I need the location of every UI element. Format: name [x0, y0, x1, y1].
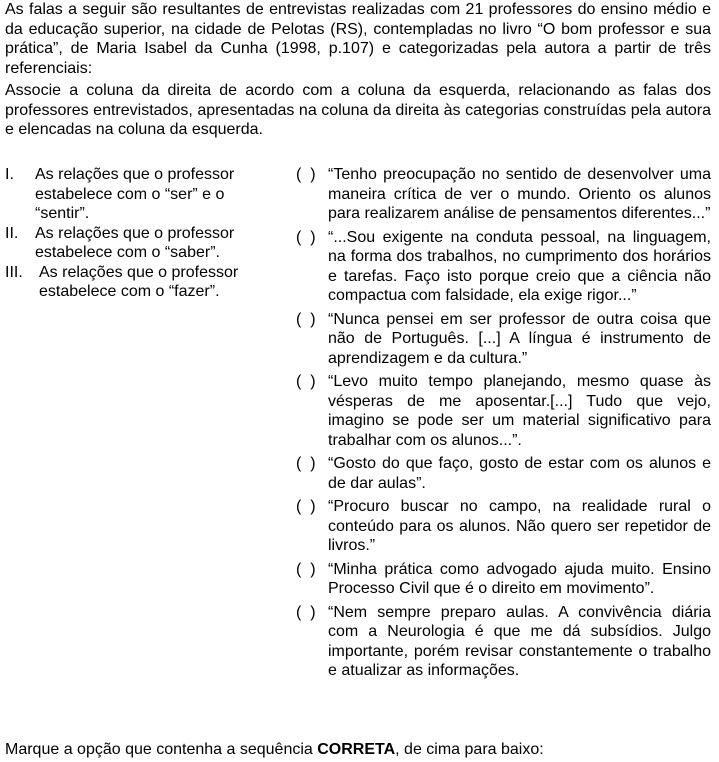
statement-text: “Gosto do que faço, gosto de estar com os alunos e de dar aulas”. — [328, 455, 711, 492]
statement-item — [296, 603, 711, 681]
intro-paragraph: As falas a seguir são resultantes de entrevistas realizadas com 21 professores do ensino médio e da educação superior, na cidade de Pelotas (RS), contempladas no livro “O bom professor e sua prática”, de Maria Isabel da Cunha (1998, p.107) e categorizadas pela autora a partir de três referenciais: — [5, 1, 711, 77]
statement-item — [296, 560, 711, 599]
question-emphasis: CORRETA — [317, 741, 396, 758]
statement-text: “Nem sempre preparo aulas. A convivência diária com a Neurologia é que me dá subsídios. Julgo importante, porém revisar constantemente o trabalho e atualizar as informações. — [328, 603, 711, 679]
answer-blank: ( ) — [296, 560, 316, 578]
question-suffix: , de cima para baixo: — [395, 741, 544, 758]
statement-item — [296, 228, 711, 306]
category-text: As relações que o professor estabelece com o “saber”. — [35, 224, 235, 261]
category-number: I. — [5, 166, 14, 183]
statement-item — [296, 165, 711, 224]
answer-blank: ( ) — [296, 498, 316, 515]
statement-text: “Minha prática como advogado ajuda muito. Ensino Processo Civil que é o direito em movimento”. — [328, 560, 711, 597]
answer-blank: ( ) — [296, 373, 316, 390]
statement-text: “Tenho preocupação no sentido de desenvolver uma maneira crítica de ver o mundo. Oriento os alunos para realizarem análise de pensamentos diferentes...” — [328, 166, 711, 222]
question-prefix: Marque a opção que contenha a sequência — [5, 741, 318, 758]
statement-text: “Levo muito tempo planejando, mesmo quase às vésperas de me aposentar.[...] Tudo que vejo, imagino se pode ser um material significativo para trabalhar com os alunos...”. — [328, 373, 711, 449]
category-item — [5, 165, 255, 224]
answer-blank: ( ) — [296, 228, 316, 246]
category-number: II. — [5, 224, 19, 242]
category-number: III. — [5, 263, 23, 281]
statement-text: “...Sou exigente na conduta pessoal, na linguagem, na forma dos trabalhos, no cumprimento dos horários e tarefas. Faço isto porque creio que a ciência não compactua com falsidade, ela exige rigor...” — [328, 228, 711, 304]
statement-item — [296, 310, 711, 369]
statement-item — [296, 454, 711, 493]
instruction-paragraph: Associe a coluna da direita de acordo com a coluna da esquerda, relacionando as falas dos professores entrevistados, apresentadas na coluna da direita às categorias construídas pela autora e elencadas na coluna da esquerda. — [5, 82, 711, 138]
categories-column — [5, 165, 255, 302]
answer-blank: ( ) — [296, 310, 316, 328]
statement-item — [296, 497, 711, 556]
statement-text: “Nunca pensei em ser professor de outra coisa que não de Português. [...] A língua é instrumento de aprendizagem e da cultura.” — [328, 310, 711, 367]
category-text: As relações que o professor estabelece com o “ser” e o “sentir”. — [35, 166, 235, 222]
category-item — [5, 224, 255, 263]
category-item — [5, 263, 255, 302]
statement-item — [296, 372, 711, 450]
answer-blank: ( ) — [296, 455, 316, 472]
statement-text: “Procuro buscar no campo, na realidade rural o conteúdo para os alunos. Não quero ser repetidor de livros.” — [328, 498, 711, 554]
statements-column — [296, 165, 711, 685]
answer-blank: ( ) — [296, 603, 316, 621]
answer-blank: ( ) — [296, 166, 316, 183]
question-prompt — [5, 740, 711, 760]
category-text: As relações que o professor estabelece com o “fazer”. — [39, 263, 239, 300]
